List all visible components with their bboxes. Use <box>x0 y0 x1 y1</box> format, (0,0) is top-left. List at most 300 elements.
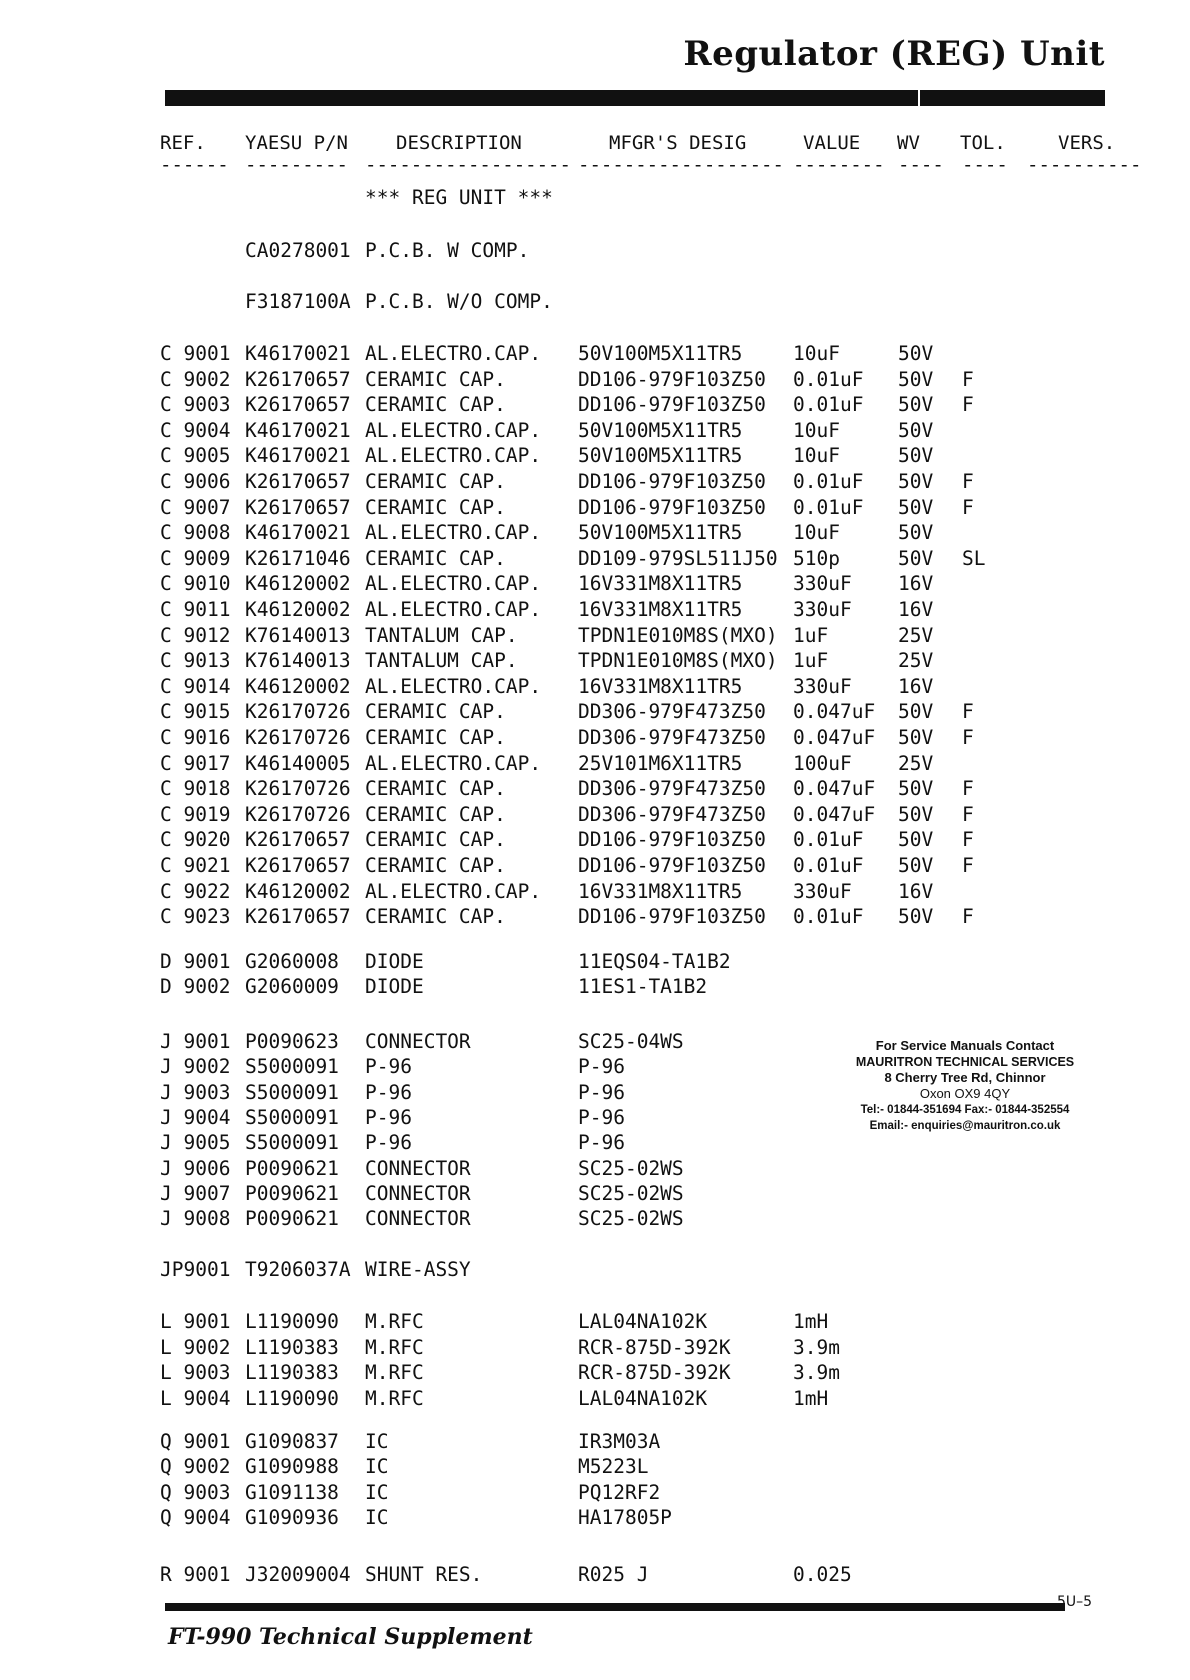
cell-desc: CERAMIC CAP. <box>365 905 506 929</box>
cell-pn: K26170726 <box>245 700 351 724</box>
cell-tol: F <box>962 726 974 749</box>
cell-ref: C 9022 <box>160 879 231 903</box>
cell-ref: Q 9002 <box>160 1455 231 1479</box>
cell-pn: P0090623 <box>245 1030 339 1053</box>
cell-wv: 50V <box>898 393 934 417</box>
cell-value: 0.01uF <box>793 393 864 417</box>
table-row <box>0 1387 1190 1412</box>
col-wv-label: WV <box>897 132 920 154</box>
table-row <box>0 624 1190 649</box>
cell-pn: K26170657 <box>245 828 351 852</box>
cell-desc: P.C.B. W/O COMP. <box>365 290 553 313</box>
cell-tol: F <box>962 905 974 929</box>
table-row <box>0 1481 1190 1506</box>
table-row <box>0 1131 1190 1156</box>
cell-desc: CERAMIC CAP. <box>365 367 506 391</box>
cell-value: 10uF <box>793 342 840 365</box>
cell-mfgr: 11ES1-TA1B2 <box>578 975 708 998</box>
cell-wv: 25V <box>898 623 934 647</box>
cell-value: 0.047uF <box>793 777 876 801</box>
cell-pn: K46170021 <box>245 342 351 365</box>
cell-tol: F <box>962 777 974 801</box>
cell-ref: C 9011 <box>160 598 231 621</box>
cell-desc: TANTALUM CAP. <box>365 649 518 673</box>
cell-desc: AL.ELECTRO.CAP. <box>365 879 542 903</box>
table-row <box>0 419 1190 444</box>
page-number: 5U–5 <box>1057 1594 1093 1610</box>
col-value-dashes: -------- <box>793 154 885 176</box>
cell-mfgr: 25V101M6X11TR5 <box>578 751 743 775</box>
cell-pn: K46170021 <box>245 444 351 468</box>
cell-desc: CERAMIC CAP. <box>365 700 506 724</box>
cell-mfgr: DD306-979F473Z50 <box>578 777 766 801</box>
table-row <box>0 854 1190 879</box>
cell-pn: G2060008 <box>245 950 339 973</box>
table-row <box>0 675 1190 700</box>
cell-desc: P-96 <box>365 1055 412 1079</box>
cell-pn: K76140013 <box>245 623 351 647</box>
cell-desc: CERAMIC CAP. <box>365 393 506 417</box>
col-desc-dashes: ------------------ <box>365 154 571 176</box>
contact-line: For Service Manuals Contact <box>875 1038 1055 1053</box>
cell-ref: C 9002 <box>160 367 231 391</box>
table-row <box>0 239 1190 264</box>
cell-value: 1uF <box>793 623 829 647</box>
cell-wv: 16V <box>898 598 934 621</box>
cell-wv: 50V <box>898 521 934 545</box>
cell-desc: TANTALUM CAP. <box>365 623 518 647</box>
cell-pn: L1190383 <box>245 1335 339 1359</box>
cell-ref: Q 9003 <box>160 1480 231 1504</box>
cell-pn: K76140013 <box>245 649 351 673</box>
table-row <box>0 880 1190 905</box>
table-row <box>0 1563 1190 1588</box>
cell-wv: 25V <box>898 751 934 775</box>
cell-value: 330uF <box>793 879 852 903</box>
cell-pn: K26171046 <box>245 546 351 570</box>
table-row <box>0 803 1190 828</box>
cell-mfgr: 50V100M5X11TR5 <box>578 444 743 468</box>
cell-pn: P0090621 <box>245 1181 339 1205</box>
cell-ref: C 9014 <box>160 674 231 698</box>
cell-wv: 16V <box>898 879 934 903</box>
table-row <box>0 649 1190 674</box>
cell-mfgr: 11EQS04-TA1B2 <box>578 950 731 973</box>
table-row <box>0 368 1190 393</box>
cell-value: 0.025 <box>793 1563 852 1586</box>
cell-tol: F <box>962 393 974 417</box>
cell-mfgr: 50V100M5X11TR5 <box>578 342 743 365</box>
cell-desc: AL.ELECTRO.CAP. <box>365 751 542 775</box>
cell-desc: CERAMIC CAP. <box>365 828 506 852</box>
cell-desc: *** REG UNIT *** <box>365 186 553 209</box>
cell-ref: J 9003 <box>160 1080 231 1104</box>
cell-mfgr: R025 J <box>578 1563 649 1586</box>
cell-pn: L1190090 <box>245 1310 339 1333</box>
cell-tol: F <box>962 367 974 391</box>
col-tol-dashes: ---- <box>962 154 1008 176</box>
cell-value: 3.9m <box>793 1335 840 1359</box>
cell-ref: C 9010 <box>160 572 231 596</box>
cell-desc: CONNECTOR <box>365 1156 471 1180</box>
col-pn-dashes: --------- <box>245 154 348 176</box>
cell-value: 100uF <box>793 751 852 775</box>
cell-mfgr: DD109-979SL511J50 <box>578 546 778 570</box>
cell-ref: L 9004 <box>160 1386 231 1410</box>
cell-mfgr: TPDN1E010M8S(MXO) <box>578 623 778 647</box>
table-row <box>0 1336 1190 1361</box>
table-row <box>0 1157 1190 1182</box>
table-row <box>0 572 1190 597</box>
cell-pn: K26170657 <box>245 905 351 929</box>
cell-value: 510p <box>793 546 840 570</box>
cell-desc: CONNECTOR <box>365 1030 471 1053</box>
cell-ref: J 9006 <box>160 1156 231 1180</box>
cell-wv: 50V <box>898 828 934 852</box>
cell-ref: C 9007 <box>160 495 231 519</box>
cell-ref: C 9020 <box>160 828 231 852</box>
cell-wv: 50V <box>898 726 934 749</box>
cell-pn: K26170726 <box>245 777 351 801</box>
cell-value: 0.047uF <box>793 700 876 724</box>
cell-desc: P-96 <box>365 1131 412 1155</box>
table-row <box>0 470 1190 495</box>
cell-mfgr: SC25-02WS <box>578 1156 684 1180</box>
cell-desc: CERAMIC CAP. <box>365 495 506 519</box>
cell-pn: L1190383 <box>245 1361 339 1385</box>
bottom-rule <box>165 1603 1065 1611</box>
cell-pn: G1090988 <box>245 1455 339 1479</box>
col-vers-dashes: ---------- <box>1027 154 1142 176</box>
cell-wv: 50V <box>898 777 934 801</box>
col-mfgr-label: MFGR'S DESIG <box>609 132 747 154</box>
table-row <box>0 828 1190 853</box>
cell-desc: CERAMIC CAP. <box>365 470 506 493</box>
cell-wv: 50V <box>898 418 934 442</box>
contact-company: MAURITRON TECHNICAL SERVICES <box>855 1055 1075 1069</box>
cell-value: 1uF <box>793 649 829 673</box>
contact-email: Email:- enquiries@mauritron.co.uk <box>869 1120 1061 1132</box>
cell-desc: AL.ELECTRO.CAP. <box>365 342 542 365</box>
cell-value: 0.01uF <box>793 470 864 493</box>
col-tol-label: TOL. <box>960 132 1006 154</box>
cell-value: 0.01uF <box>793 495 864 519</box>
col-pn-label: YAESU P/N <box>245 132 348 154</box>
cell-ref: C 9019 <box>160 802 231 826</box>
table-row <box>0 598 1190 623</box>
table-row <box>0 905 1190 930</box>
cell-mfgr: RCR-875D-392K <box>578 1361 731 1385</box>
cell-desc: CONNECTOR <box>365 1207 471 1231</box>
contact-address: 8 Cherry Tree Rd, Chinnor <box>884 1070 1046 1085</box>
cell-tol: F <box>962 700 974 724</box>
cell-mfgr: P-96 <box>578 1055 625 1079</box>
cell-ref: Q 9001 <box>160 1430 231 1453</box>
cell-value: 0.01uF <box>793 367 864 391</box>
cell-value: 330uF <box>793 674 852 698</box>
page-title: Regulator (REG) Unit <box>683 34 1105 74</box>
col-value-label: VALUE <box>803 132 861 154</box>
table-row <box>0 726 1190 751</box>
cell-desc: DIODE <box>365 950 424 973</box>
cell-desc: IC <box>365 1480 389 1504</box>
cell-ref: C 9008 <box>160 521 231 545</box>
cell-ref: J 9007 <box>160 1181 231 1205</box>
cell-mfgr: PQ12RF2 <box>578 1480 661 1504</box>
cell-mfgr: P-96 <box>578 1131 625 1155</box>
col-wv-dashes: ---- <box>898 154 944 176</box>
cell-ref: C 9005 <box>160 444 231 468</box>
table-row <box>0 290 1190 315</box>
cell-pn: K46120002 <box>245 598 351 621</box>
cell-ref: C 9003 <box>160 393 231 417</box>
cell-mfgr: TPDN1E010M8S(MXO) <box>578 649 778 673</box>
cell-mfgr: LAL04NA102K <box>578 1310 708 1333</box>
cell-mfgr: DD106-979F103Z50 <box>578 367 766 391</box>
cell-ref: C 9023 <box>160 905 231 929</box>
cell-value: 1mH <box>793 1310 829 1333</box>
cell-pn: S5000091 <box>245 1055 339 1079</box>
cell-wv: 50V <box>898 802 934 826</box>
cell-mfgr: LAL04NA102K <box>578 1386 708 1410</box>
table-row <box>0 752 1190 777</box>
cell-value: 330uF <box>793 572 852 596</box>
cell-pn: K46120002 <box>245 879 351 903</box>
table-row <box>0 1182 1190 1207</box>
cell-mfgr: 16V331M8X11TR5 <box>578 879 743 903</box>
cell-ref: C 9009 <box>160 546 231 570</box>
cell-value: 330uF <box>793 598 852 621</box>
cell-ref: C 9017 <box>160 751 231 775</box>
cell-pn: K46170021 <box>245 521 351 545</box>
cell-ref: J 9004 <box>160 1105 231 1129</box>
cell-mfgr: DD106-979F103Z50 <box>578 470 766 493</box>
cell-value: 0.01uF <box>793 854 864 877</box>
cell-mfgr: SC25-02WS <box>578 1207 684 1231</box>
cell-pn: L1190090 <box>245 1386 339 1410</box>
cell-ref: C 9015 <box>160 700 231 724</box>
cell-pn: G1091138 <box>245 1480 339 1504</box>
col-mfgr-dashes: ------------------ <box>578 154 784 176</box>
col-ref-label: REF. <box>160 132 206 154</box>
cell-desc: CERAMIC CAP. <box>365 546 506 570</box>
cell-desc: P-96 <box>365 1105 412 1129</box>
cell-mfgr: DD306-979F473Z50 <box>578 700 766 724</box>
cell-pn: G2060009 <box>245 975 339 998</box>
cell-desc: AL.ELECTRO.CAP. <box>365 521 542 545</box>
table-row <box>0 393 1190 418</box>
cell-value: 10uF <box>793 521 840 545</box>
cell-ref: J 9002 <box>160 1055 231 1079</box>
cell-wv: 50V <box>898 495 934 519</box>
table-row <box>0 1207 1190 1232</box>
table-row <box>0 547 1190 572</box>
table-row <box>0 777 1190 802</box>
cell-wv: 50V <box>898 854 934 877</box>
cell-desc: WIRE-ASSY <box>365 1258 471 1281</box>
table-row <box>0 700 1190 725</box>
cell-desc: AL.ELECTRO.CAP. <box>365 572 542 596</box>
table-row <box>0 1361 1190 1386</box>
cell-desc: CERAMIC CAP. <box>365 777 506 801</box>
cell-desc: DIODE <box>365 975 424 998</box>
cell-mfgr: 16V331M8X11TR5 <box>578 598 743 621</box>
cell-wv: 25V <box>898 649 934 673</box>
cell-ref: C 9016 <box>160 726 231 749</box>
cell-desc: CERAMIC CAP. <box>365 802 506 826</box>
cell-ref: R 9001 <box>160 1563 231 1586</box>
cell-mfgr: DD106-979F103Z50 <box>578 828 766 852</box>
cell-mfgr: DD306-979F473Z50 <box>578 726 766 749</box>
cell-wv: 50V <box>898 700 934 724</box>
cell-ref: J 9008 <box>160 1207 231 1231</box>
cell-tol: F <box>962 854 974 877</box>
cell-ref: JP9001 <box>160 1258 231 1281</box>
cell-pn: K46120002 <box>245 572 351 596</box>
col-desc-label: DESCRIPTION <box>396 132 522 154</box>
cell-wv: 50V <box>898 470 934 493</box>
cell-wv: 50V <box>898 444 934 468</box>
cell-value: 10uF <box>793 418 840 442</box>
cell-pn: K26170657 <box>245 495 351 519</box>
cell-desc: AL.ELECTRO.CAP. <box>365 444 542 468</box>
cell-wv: 50V <box>898 342 934 365</box>
cell-mfgr: RCR-875D-392K <box>578 1335 731 1359</box>
cell-value: 10uF <box>793 444 840 468</box>
table-row <box>0 950 1190 975</box>
cell-desc: IC <box>365 1455 389 1479</box>
table-row <box>0 975 1190 1000</box>
cell-pn: P0090621 <box>245 1207 339 1231</box>
cell-pn: S5000091 <box>245 1105 339 1129</box>
table-row <box>0 1310 1190 1335</box>
cell-ref: J 9005 <box>160 1131 231 1155</box>
cell-pn: CA0278001 <box>245 239 351 262</box>
cell-wv: 50V <box>898 905 934 929</box>
table-row <box>0 496 1190 521</box>
cell-desc: P.C.B. W COMP. <box>365 239 530 262</box>
cell-pn: G1090936 <box>245 1505 339 1529</box>
cell-tol: SL <box>962 546 986 570</box>
cell-ref: J 9001 <box>160 1030 231 1053</box>
cell-pn: K26170726 <box>245 726 351 749</box>
cell-pn: K26170657 <box>245 470 351 493</box>
cell-ref: C 9004 <box>160 418 231 442</box>
cell-value: 1mH <box>793 1386 829 1410</box>
cell-desc: AL.ELECTRO.CAP. <box>365 418 542 442</box>
cell-desc: IC <box>365 1505 389 1529</box>
cell-pn: T9206037A <box>245 1258 351 1281</box>
col-vers-label: VERS. <box>1058 132 1116 154</box>
cell-mfgr: 50V100M5X11TR5 <box>578 418 743 442</box>
top-rule <box>165 90 1105 106</box>
cell-ref: L 9003 <box>160 1361 231 1385</box>
table-row <box>0 444 1190 469</box>
cell-value: 0.01uF <box>793 905 864 929</box>
cell-mfgr: SC25-02WS <box>578 1181 684 1205</box>
cell-tol: F <box>962 802 974 826</box>
cell-pn: G1090837 <box>245 1430 339 1453</box>
table-row <box>0 521 1190 546</box>
cell-mfgr: 50V100M5X11TR5 <box>578 521 743 545</box>
cell-pn: K46140005 <box>245 751 351 775</box>
cell-desc: AL.ELECTRO.CAP. <box>365 674 542 698</box>
cell-ref: C 9001 <box>160 342 231 365</box>
cell-value: 0.01uF <box>793 828 864 852</box>
cell-ref: D 9002 <box>160 975 231 998</box>
cell-value: 3.9m <box>793 1361 840 1385</box>
cell-desc: M.RFC <box>365 1361 424 1385</box>
cell-pn: P0090621 <box>245 1156 339 1180</box>
table-row <box>0 342 1190 367</box>
cell-pn: K46120002 <box>245 674 351 698</box>
contact-city: Oxon OX9 4QY <box>919 1086 1011 1101</box>
cell-mfgr: P-96 <box>578 1080 625 1104</box>
cell-ref: C 9018 <box>160 777 231 801</box>
service-contact <box>850 1038 1080 1134</box>
cell-desc: M.RFC <box>365 1335 424 1359</box>
table-row <box>0 186 1190 211</box>
cell-tol: F <box>962 470 974 493</box>
cell-mfgr: DD106-979F103Z50 <box>578 905 766 929</box>
cell-desc: CONNECTOR <box>365 1181 471 1205</box>
cell-ref: C 9006 <box>160 470 231 493</box>
cell-ref: L 9002 <box>160 1335 231 1359</box>
cell-mfgr: DD306-979F473Z50 <box>578 802 766 826</box>
cell-desc: M.RFC <box>365 1310 424 1333</box>
cell-desc: SHUNT RES. <box>365 1563 483 1586</box>
table-row <box>0 1455 1190 1480</box>
cell-wv: 16V <box>898 572 934 596</box>
cell-mfgr: 16V331M8X11TR5 <box>578 572 743 596</box>
cell-desc: IC <box>365 1430 389 1453</box>
cell-wv: 50V <box>898 367 934 391</box>
cell-pn: K26170657 <box>245 393 351 417</box>
cell-pn: F3187100A <box>245 290 351 313</box>
table-row <box>0 1506 1190 1531</box>
cell-pn: K46170021 <box>245 418 351 442</box>
cell-pn: J32009004 <box>245 1563 351 1586</box>
cell-mfgr: DD106-979F103Z50 <box>578 495 766 519</box>
table-header <box>0 132 1190 180</box>
cell-pn: K26170657 <box>245 367 351 391</box>
cell-pn: S5000091 <box>245 1080 339 1104</box>
cell-value: 0.047uF <box>793 802 876 826</box>
table-row <box>0 1430 1190 1455</box>
cell-ref: C 9012 <box>160 623 231 647</box>
cell-mfgr: 16V331M8X11TR5 <box>578 674 743 698</box>
cell-value: 0.047uF <box>793 726 876 749</box>
contact-phone: Tel:- 01844-351694 Fax:- 01844-352554 <box>860 1104 1070 1116</box>
footer-title: FT-990 Technical Supplement <box>168 1624 533 1650</box>
cell-ref: D 9001 <box>160 950 231 973</box>
cell-desc: M.RFC <box>365 1386 424 1410</box>
cell-tol: F <box>962 495 974 519</box>
cell-ref: C 9021 <box>160 854 231 877</box>
cell-desc: P-96 <box>365 1080 412 1104</box>
col-ref-dashes: ------ <box>160 154 229 176</box>
cell-wv: 16V <box>898 674 934 698</box>
cell-ref: L 9001 <box>160 1310 231 1333</box>
cell-mfgr: DD106-979F103Z50 <box>578 393 766 417</box>
cell-desc: CERAMIC CAP. <box>365 854 506 877</box>
cell-pn: K26170657 <box>245 854 351 877</box>
table-row <box>0 1258 1190 1283</box>
cell-mfgr: SC25-04WS <box>578 1030 684 1053</box>
cell-mfgr: M5223L <box>578 1455 649 1479</box>
cell-mfgr: P-96 <box>578 1105 625 1129</box>
cell-desc: AL.ELECTRO.CAP. <box>365 598 542 621</box>
